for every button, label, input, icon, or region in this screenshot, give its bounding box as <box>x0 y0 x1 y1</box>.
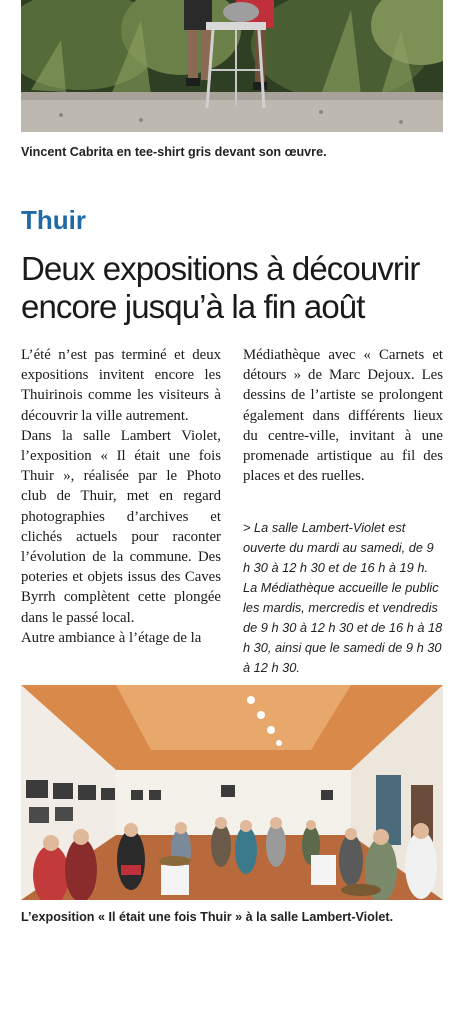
exhibition-photo-caption: L’exposition « Il était une fois Thuir » à la salle Lambert-Violet. <box>21 910 394 924</box>
paragraph-mediatheque: Médiathèque avec « Carnets et détours » de Marc Dejoux. Les dessins de l’artiste se prolongent également dans différents lieux du centre-ville, invitant à une promenade artistique au fil des places et des ruelles. <box>243 347 443 485</box>
paragraph-lambert-violet: Dans la salle Lambert Violet, l’exposition « Il était une fois Thuir », réalisée par le Photo club de Thuir, met en regard photographies d’archives et clichés actuels pour raconter l’évolution de la commune. Des poteries et objets issus des Caves Byrrh complètent cette plongée dans le passé local. <box>21 427 221 626</box>
article-column-left <box>21 345 221 648</box>
article-column-right <box>243 345 443 486</box>
article-rubric: Thuir <box>21 205 86 235</box>
paragraph-intro: L’été n’est pas terminé et deux expositions invitent encore les Thuirinois comme les visiteurs à découvrir la ville autrement. <box>21 347 221 424</box>
opening-hours-info: > La salle Lambert-Violet est ouverte du mardi au samedi, de 9 h 30 à 12 h 30 et de 16 h à 19 h. La Médiathèque accueille le public les mardis, mercredis et vendredis de 9 h 30 à 12 h 30 et de 16 h à 18 h 30, ainsi que le samedi de 9 h 30 à 12 h 30. <box>243 520 443 675</box>
article-headline <box>21 250 461 326</box>
exhibition-photo-illustration <box>21 685 443 900</box>
paragraph-mediatheque-start: Autre ambiance à l’étage de la <box>21 629 202 646</box>
top-photo <box>21 0 443 132</box>
headline-line-1: Deux expositions à découvrir <box>21 250 420 287</box>
top-photo-illustration <box>21 0 443 132</box>
top-photo-caption: Vincent Cabrita en tee-shirt gris devant son œuvre. <box>21 145 327 159</box>
exhibition-photo <box>21 685 443 900</box>
headline-line-2: encore jusqu’à la fin août <box>21 288 365 325</box>
